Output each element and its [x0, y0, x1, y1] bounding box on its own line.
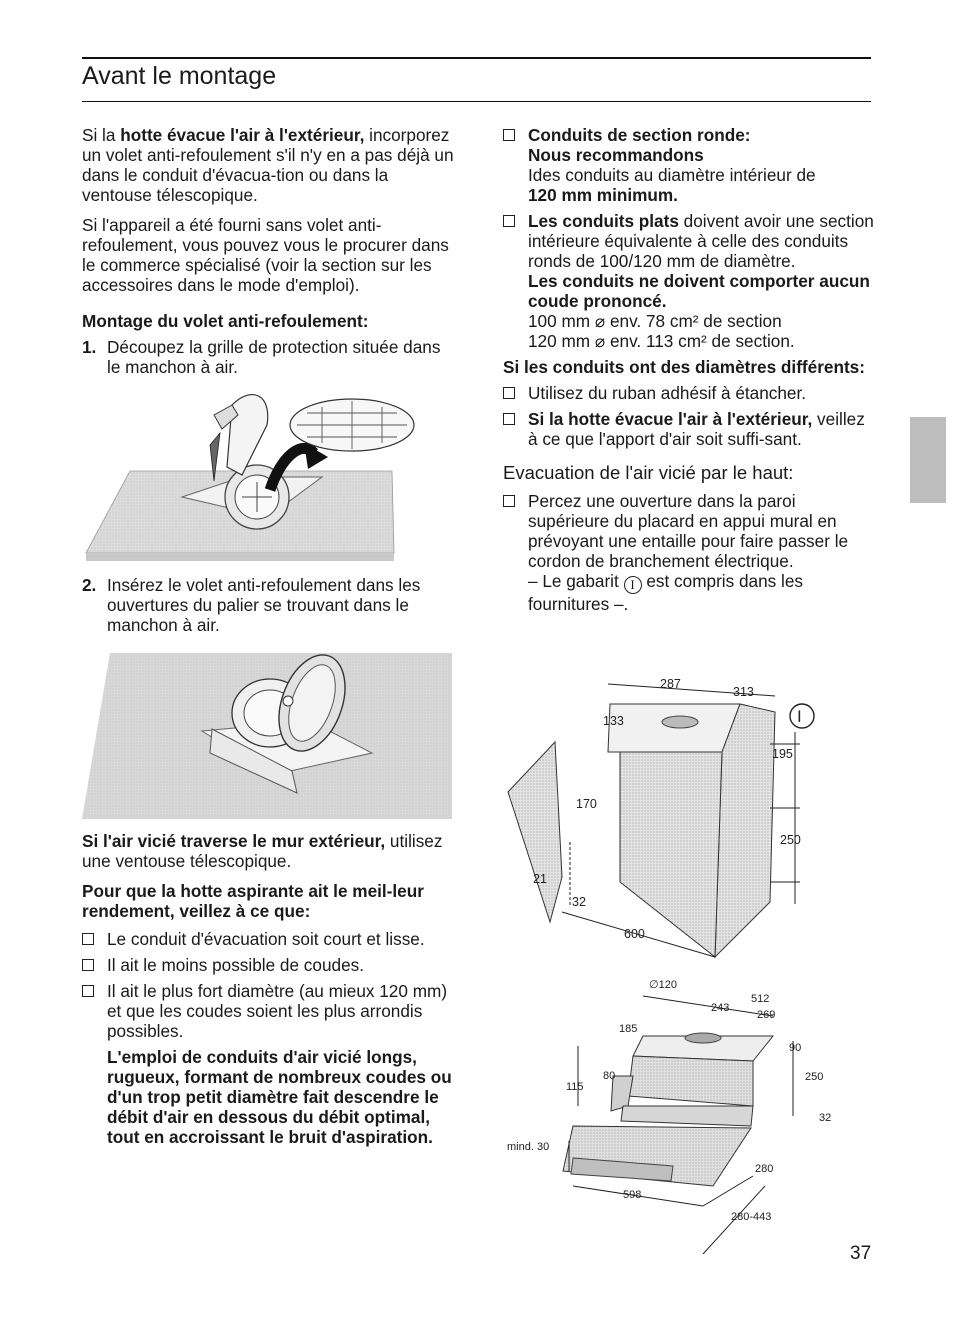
list-item: Conduits de section ronde: Nous recommandons Ides conduits au diamètre intérieur de 120 mm minimum.: [503, 125, 875, 205]
checkbox-icon: [503, 413, 515, 425]
list-item: Les conduits plats doivent avoir une section intérieure équivalente à celle des conduits ronds de 100/120 mm de diamètre. Les conduits ne doivent comporter aucun coude prononcé. 100 mm ⌀ env. 78 cm² de section 120 mm ⌀ env. 113 cm² de section.: [503, 211, 875, 351]
checkbox-icon: [503, 387, 515, 399]
top-rule: [82, 57, 871, 59]
dim-243: 243: [711, 1002, 730, 1014]
right-column: [503, 125, 875, 620]
template-symbol: I: [624, 576, 642, 594]
dim-598: 598: [623, 1189, 642, 1201]
page-number: 37: [850, 1243, 872, 1264]
checkbox-icon: [82, 985, 94, 997]
dim-80: 80: [603, 1070, 616, 1082]
hood-dimension-diagram: [503, 976, 833, 1254]
dim-90: 90: [789, 1042, 802, 1054]
supply-paragraph: Si l'appareil a été fourni sans volet anti-refoulement, vous pouvez vous le procurer dans le commerce spécialisé (voir la section sur les accessoires dans le mode d'emploi).: [82, 215, 449, 295]
cabinet-dimension-diagram: [500, 672, 880, 968]
dim-313: 313: [733, 685, 754, 699]
dim-250: 250: [780, 833, 801, 847]
list-item: Percez une ouverture dans la paroi supérieure du placard en appui mural en prévoyant une entaille pour faire passer le cordon de branchement électrique. – Le gabarit I est compris dans les fournitures –.: [503, 491, 875, 614]
illustration-cut-grille: [82, 385, 454, 563]
evacuation-heading: Evacuation de l'air vicié par le haut:: [503, 462, 794, 483]
dim-250: 250: [805, 1071, 824, 1083]
dim-diam-120: ∅120: [649, 979, 677, 991]
checkbox-icon: [503, 495, 515, 507]
template-marker-i: I: [797, 707, 802, 726]
dim-115: 115: [566, 1081, 584, 1093]
diameter-heading: Si les conduits ont des diamètres différents:: [503, 357, 865, 377]
dim-280: 280: [755, 1163, 774, 1175]
list-item: Si la hotte évacue l'air à l'extérieur, veillez à ce que l'apport d'air soit suffi-sant.: [503, 409, 875, 449]
list-item: Le conduit d'évacuation soit court et lisse.: [82, 929, 454, 949]
step-2: 2. Insérez le volet anti-refoulement dans les ouvertures du palier se trouvant dans le manchon à air.: [82, 575, 421, 635]
dim-170: 170: [576, 797, 597, 811]
dim-21: 21: [533, 872, 547, 886]
warning-paragraph: L'emploi de conduits d'air vicié longs, rugueux, formant de nombreux coudes ou d'un trop petit diamètre fait descendre le débit d'air en dessous du débit optimal, tout en accroissant le bruit d'aspiration.: [107, 1047, 452, 1147]
dim-280-443: 280-443: [731, 1211, 772, 1223]
dim-600: 600: [624, 927, 645, 941]
checkbox-icon: [82, 959, 94, 971]
checkbox-icon: [503, 215, 515, 227]
left-column: [82, 125, 454, 1157]
list-item: Il ait le plus fort diamètre (au mieux 120 mm) et que les coudes soient les plus arrondis possibles.: [82, 981, 454, 1041]
intro-paragraph: Si la hotte évacue l'air à l'extérieur, incorporez un volet anti-refoulement s'il n'y en a pas déjà un dans le conduit d'évacua-tion ou dans la ventouse télescopique.: [82, 125, 454, 205]
illustration-insert-flap: [82, 643, 454, 819]
dim-195: 195: [772, 747, 793, 761]
list-item: Utilisez du ruban adhésif à étancher.: [503, 383, 875, 403]
montage-heading: Montage du volet anti-refoulement:: [82, 311, 369, 331]
dim-269: 269: [757, 1009, 776, 1021]
dim-32: 32: [819, 1112, 832, 1124]
checkbox-icon: [503, 129, 515, 141]
dim-133: 133: [603, 714, 624, 728]
checkbox-icon: [82, 933, 94, 945]
dim-512: 512: [751, 993, 770, 1005]
dim-mind-30: mind. 30: [507, 1141, 550, 1153]
dim-32: 32: [572, 895, 586, 909]
performance-heading: Pour que la hotte aspirante ait le meil-leur rendement, veillez à ce que:: [82, 881, 424, 921]
list-item: Il ait le moins possible de coudes.: [82, 955, 454, 975]
dim-185: 185: [619, 1023, 638, 1035]
title-underline: [82, 101, 871, 102]
language-tab-marker: [910, 417, 946, 503]
dim-287: 287: [660, 677, 681, 691]
step-1: 1. Découpez la grille de protection située dans le manchon à air.: [82, 337, 441, 377]
wall-paragraph: Si l'air vicié traverse le mur extérieur, utilisez une ventouse télescopique.: [82, 831, 443, 871]
page-title: Avant le montage: [82, 62, 277, 90]
